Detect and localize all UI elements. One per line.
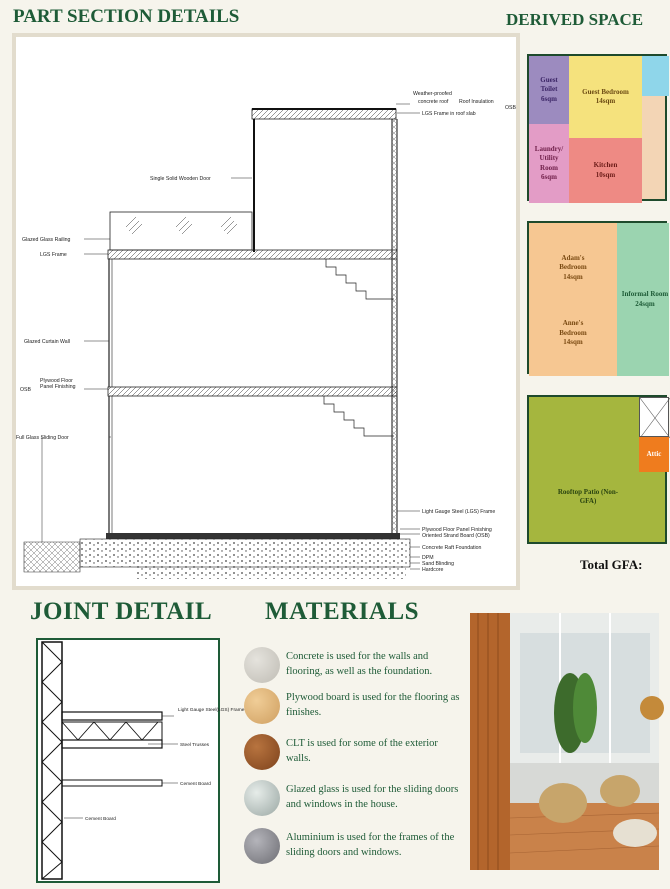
label-lgs-frame: LGS Frame: [40, 252, 67, 258]
label-osb-mid: OSB: [20, 387, 31, 393]
plan1-extra-room: [642, 56, 669, 96]
room-guest-bedroom: Guest Bedroom 14sqm: [569, 56, 642, 138]
floor-plan-ground: [527, 54, 667, 201]
label-wooden-door: Single Solid Wooden Door: [150, 176, 211, 182]
material-concrete-text: Concrete is used for the walls and flooring, as well as the foundation.: [286, 651, 433, 677]
floor-plan-roof: [527, 395, 667, 544]
clt-swatch: [244, 734, 280, 770]
total-gfa-label: Total GFA:: [580, 557, 643, 572]
label-osb-full: Oriented Strand Board (OSB): [422, 533, 490, 539]
floor-plan-first: [527, 221, 667, 374]
label-roof-insulation: Roof Insulation: [459, 99, 494, 105]
label-raft: Concrete Raft Foundation: [422, 545, 482, 551]
joint-label-cement-board-2: Cement Board: [85, 817, 116, 822]
label-panel-finishing: Panel Finishing: [40, 384, 76, 390]
joint-label-lgs: Light Gauge Steel(LGS) Frame: [178, 708, 245, 713]
label-weather-proofed: Weather-proofed: [413, 91, 452, 97]
label-plywood-panel: Plywood Floor Panel Finishing: [422, 527, 492, 533]
stair-void: [639, 397, 669, 437]
aluminium-swatch: [244, 828, 280, 864]
joint-label-steel-trusses: Steel Trusses: [180, 743, 210, 748]
material-clt-text: CLT is used for some of the exterior walls.: [286, 738, 438, 764]
label-osb-top: OSB: [505, 105, 516, 111]
joint-label-cement-board-1: Cement Board: [180, 782, 211, 787]
material-aluminium: [244, 828, 464, 868]
room-guest-toilet: Guest Toilet 6sqm: [529, 56, 569, 124]
material-aluminium-text: Aluminium is used for the frames of the sliding doors and windows.: [286, 832, 455, 858]
derived-space-heading: DERIVED SPACE: [506, 10, 644, 29]
label-dpm: DPM: [422, 555, 434, 561]
part-section-drawing: [12, 33, 520, 590]
material-clt: [244, 734, 464, 774]
material-concrete: [244, 647, 464, 687]
glass-swatch: [244, 780, 280, 816]
label-lgs-roof-slab: LGS Frame in roof slab: [422, 111, 476, 117]
interior-render-image: [470, 613, 659, 870]
room-kitchen: Kitchen 10sqm: [569, 138, 642, 203]
room-informal: Informal Room 24sqm: [617, 223, 669, 376]
label-glazed-railing: Glazed Glass Railing: [22, 237, 71, 243]
room-laundry: Laundry/ Utility Room 6sqm: [529, 124, 569, 203]
room-attic: Attic: [639, 437, 669, 472]
joint-detail-heading: JOINT DETAIL: [30, 598, 213, 625]
label-plywood-floor: Plywood Floor: [40, 378, 73, 384]
material-plywood-text: Plywood board is used for the flooring as finishes.: [286, 692, 460, 718]
part-section-heading: PART SECTION DETAILS: [13, 6, 240, 27]
plywood-swatch: [244, 688, 280, 724]
label-hardcore: Hardcore: [422, 567, 444, 573]
room-adam-bedroom: Adam's Bedroom 14sqm: [529, 223, 617, 299]
material-plywood: [244, 688, 464, 728]
label-lgs-full: Light Gauge Steel (LGS) Frame: [422, 509, 496, 515]
room-anne-bedroom: Anne's Bedroom 14sqm: [529, 299, 617, 376]
label-curtain-wall: Glazed Curtain Wall: [24, 339, 70, 345]
concrete-swatch: [244, 647, 280, 683]
joint-detail-drawing: [36, 638, 245, 883]
materials-heading: MATERIALS: [265, 598, 420, 625]
room-rooftop-patio: Rooftop Patio (Non-GFA): [557, 487, 619, 505]
material-glazed-glass: [244, 780, 464, 820]
material-glass-text: Glazed glass is used for the sliding doors and windows in the house.: [286, 784, 459, 810]
label-sliding-door: Full Glass Sliding Door: [16, 435, 69, 441]
label-sand: Sand Blinding: [422, 561, 455, 567]
label-concrete-roof: concrete roof: [418, 99, 449, 105]
